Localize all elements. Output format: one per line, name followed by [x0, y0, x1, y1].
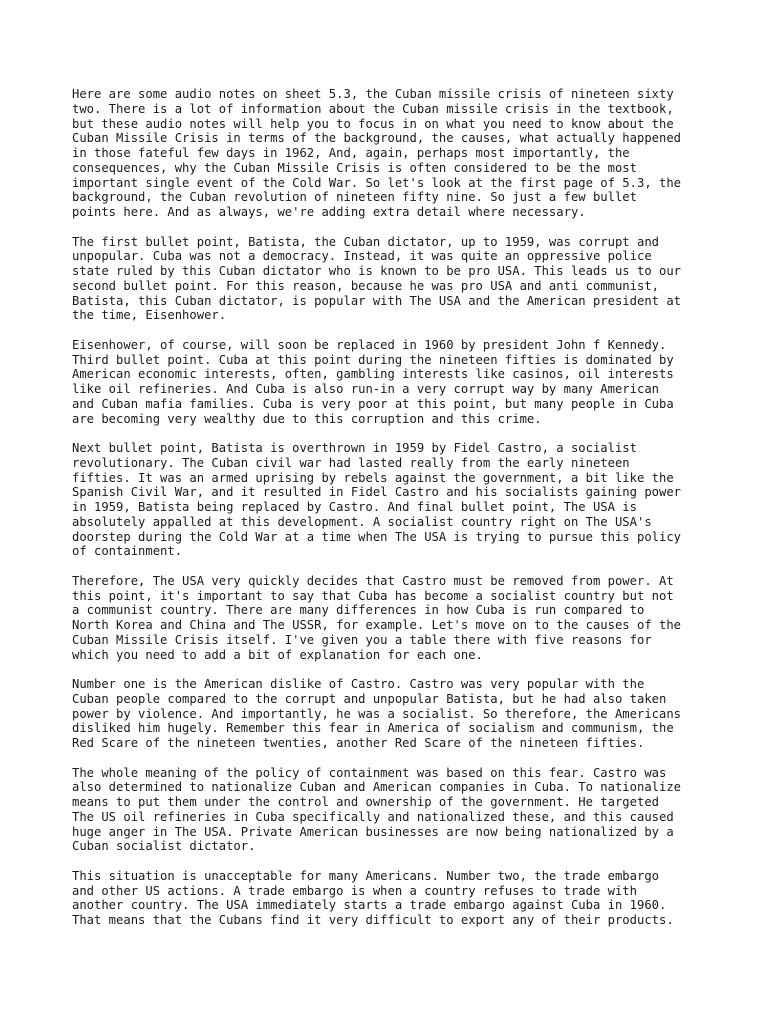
paragraph-3: Eisenhower, of course, will soon be replaced in 1960 by president John f Kennedy. Third bullet point. Cuba at this point during the nineteen fifties is dominated by American economic interests, often, gambling interests like casinos, oil interests like oil refineries. And Cuba is also run-in a very corrupt way by many American and Cuban mafia families. Cuba is very poor at this point, but many people in Cuba are becoming very wealthy due to this corruption and this crime.	[72, 337, 674, 426]
document-page	[72, 87, 712, 943]
paragraph-5: Therefore, The USA very quickly decides that Castro must be removed from power. At this point, it's important to say that Cuba has become a socialist country but not a communist country. There are many differences in how Cuba is run compared to North Korea and China and The USSR, for example. Let's move on to the causes of the Cuban Missile Crisis itself. I've given you a table there with five reasons for which you need to add a bit of explanation for each one.	[72, 573, 682, 662]
paragraph-8: This situation is unacceptable for many Americans. Number two, the trade embargo and other US actions. A trade embargo is when a country refuses to trade with another country. The USA immediately starts a trade embargo against Cuba in 1960. That means that the Cubans find it very difficult to export any of their products.	[72, 868, 674, 927]
paragraph-7: The whole meaning of the policy of containment was based on this fear. Castro was also determined to nationalize Cuban and American companies in Cuba. To nationalize means to put them under the control and ownership of the government. He targeted The US oil refineries in Cuba specifically and nationalized these, and this caused huge anger in The USA. Private American businesses are now being nationalized by a Cuban socialist dictator.	[72, 765, 682, 854]
paragraph-6: Number one is the American dislike of Castro. Castro was very popular with the Cuban people compared to the corrupt and unpopular Batista, but he had also taken power by violence. And importantly, he was a socialist. So therefore, the Americans disliked him hugely. Remember this fear in America of socialism and communism, the Red Scare of the nineteen twenties, another Red Scare of the nineteen fifties.	[72, 677, 682, 750]
paragraph-2: The first bullet point, Batista, the Cuban dictator, up to 1959, was corrupt and unpopular. Cuba was not a democracy. Instead, it was quite an oppressive police state ruled by this Cuban dictator who is known to be pro USA. This leads us to our second bullet point. For this reason, because he was pro USA and anti communist, Batista, this Cuban dictator, is popular with The USA and the American president at the time, Eisenhower.	[72, 234, 682, 323]
paragraph-4: Next bullet point, Batista is overthrown in 1959 by Fidel Castro, a socialist revolutionary. The Cuban civil war had lasted really from the early nineteen fifties. It was an armed uprising by rebels against the government, a bit like the Spanish Civil War, and it resulted in Fidel Castro and his socialists gaining power in 1959, Batista being replaced by Castro. And final bullet point, The USA is absolutely appalled at this development. A socialist country right on The USA's doorstep during the Cold War at a time when The USA is trying to pursue this policy of containment.	[72, 441, 682, 559]
paragraph-1: Here are some audio notes on sheet 5.3, the Cuban missile crisis of nineteen sixty two. There is a lot of information about the Cuban missile crisis in the textbook, but these audio notes will help you to focus in on what you need to know about the Cuban Missile Crisis in terms of the background, the causes, what actually happened in those fateful few days in 1962, And, again, perhaps most importantly, the consequences, why the Cuban Missile Crisis is often considered to be the most important single event of the Cold War. So let's look at the first page of 5.3, the background, the Cuban revolution of nineteen fifty nine. So just a few bullet points here. And as always, we're adding extra detail where necessary.	[72, 87, 682, 219]
